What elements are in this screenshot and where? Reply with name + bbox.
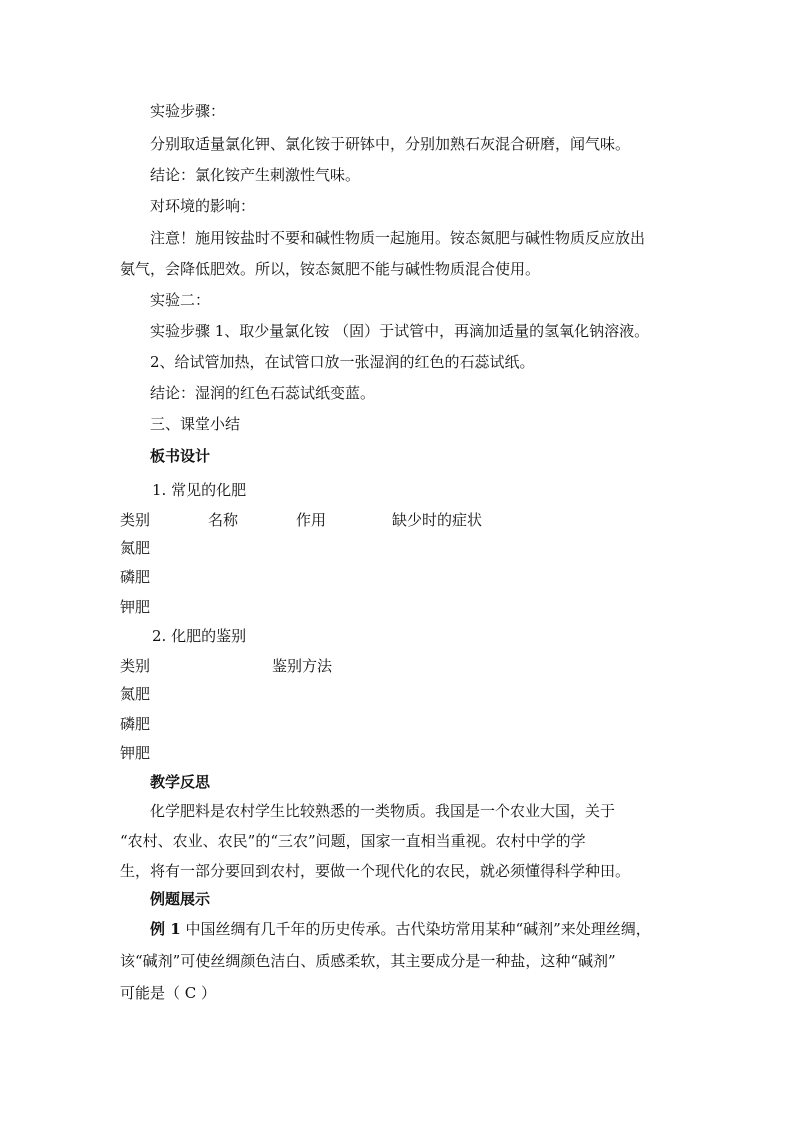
table2-row-phosphorus: 磷肥 bbox=[120, 715, 151, 733]
table1-header-function: 作用 bbox=[296, 511, 327, 529]
environment-label: 对环境的影响： bbox=[150, 197, 256, 215]
table1-row-phosphorus: 磷肥 bbox=[120, 568, 151, 586]
example-heading: 例题展示 bbox=[150, 890, 211, 908]
example-line-1-text: 中国丝绸有几千年的历史传承。古代染坊常用某种“碱剂”来处理丝绸， bbox=[185, 920, 651, 938]
reflection-line-2: “农村、农业、农民”的“三农”问题，国家一直相当重视。农村中学的学 bbox=[120, 832, 586, 850]
table2-header-row bbox=[120, 656, 520, 676]
table2-row-potassium: 钾肥 bbox=[120, 744, 151, 762]
reflection-line-3: 生，将有一部分要回到农村，要做一个现代化的农民，就必须懂得科学种田。 bbox=[120, 862, 631, 880]
experiment-steps-label: 实验步骤： bbox=[150, 102, 226, 120]
table1-header-name: 名称 bbox=[208, 511, 239, 529]
experiment-steps-text: 分别取适量氯化钾、氯化铵于研钵中，分别加熟石灰混合研磨，闻气味。 bbox=[150, 135, 631, 153]
example-line-1 bbox=[150, 919, 651, 939]
table1-title: 1. 常见的化肥 bbox=[152, 481, 247, 499]
table2-header-category: 类别 bbox=[120, 657, 151, 675]
experiment2-title: 实验二： bbox=[150, 291, 211, 309]
table1-row-potassium: 钾肥 bbox=[120, 598, 151, 616]
experiment2-conclusion: 结论：湿润的红色石蕊试纸变蓝。 bbox=[150, 384, 376, 402]
experiment-conclusion: 结论：氯化铵产生刺激性气味。 bbox=[150, 166, 361, 184]
reflection-heading: 教学反思 bbox=[150, 773, 211, 791]
example-label: 例 1 bbox=[150, 920, 181, 938]
example-line-3: 可能是（ C ） bbox=[120, 984, 217, 1002]
note-line-2: 氨气，会降低肥效。所以，铵态氮肥不能与碱性物质混合使用。 bbox=[120, 260, 541, 278]
table1-header-row bbox=[120, 510, 620, 530]
summary-heading: 三、课堂小结 bbox=[150, 415, 241, 433]
table1-row-nitrogen: 氮肥 bbox=[120, 539, 151, 557]
experiment2-step1: 实验步骤 1、取少量氯化铵 （固）于试管中，再滴加适量的氢氧化钠溶液。 bbox=[150, 322, 650, 340]
note-line-1: 注意！施用铵盐时不要和碱性物质一起施用。铵态氮肥与碱性物质反应放出 bbox=[150, 229, 646, 247]
board-design-heading: 板书设计 bbox=[150, 447, 211, 465]
table1-header-deficiency: 缺少时的症状 bbox=[392, 511, 483, 529]
reflection-line-1: 化学肥料是农村学生比较熟悉的一类物质。我国是一个农业大国，关于 bbox=[150, 802, 616, 820]
table1-header-category: 类别 bbox=[120, 511, 151, 529]
table2-row-nitrogen: 氮肥 bbox=[120, 685, 151, 703]
experiment2-step2: 2、给试管加热，在试管口放一张湿润的红色的石蕊试纸。 bbox=[150, 353, 535, 371]
table2-header-method: 鉴别方法 bbox=[272, 657, 333, 675]
table2-title: 2. 化肥的鉴别 bbox=[152, 627, 247, 645]
example-line-2: 该“碱剂”可使丝绸颜色洁白、质感柔软，其主要成分是一种盐，这种“碱剂” bbox=[120, 952, 616, 970]
